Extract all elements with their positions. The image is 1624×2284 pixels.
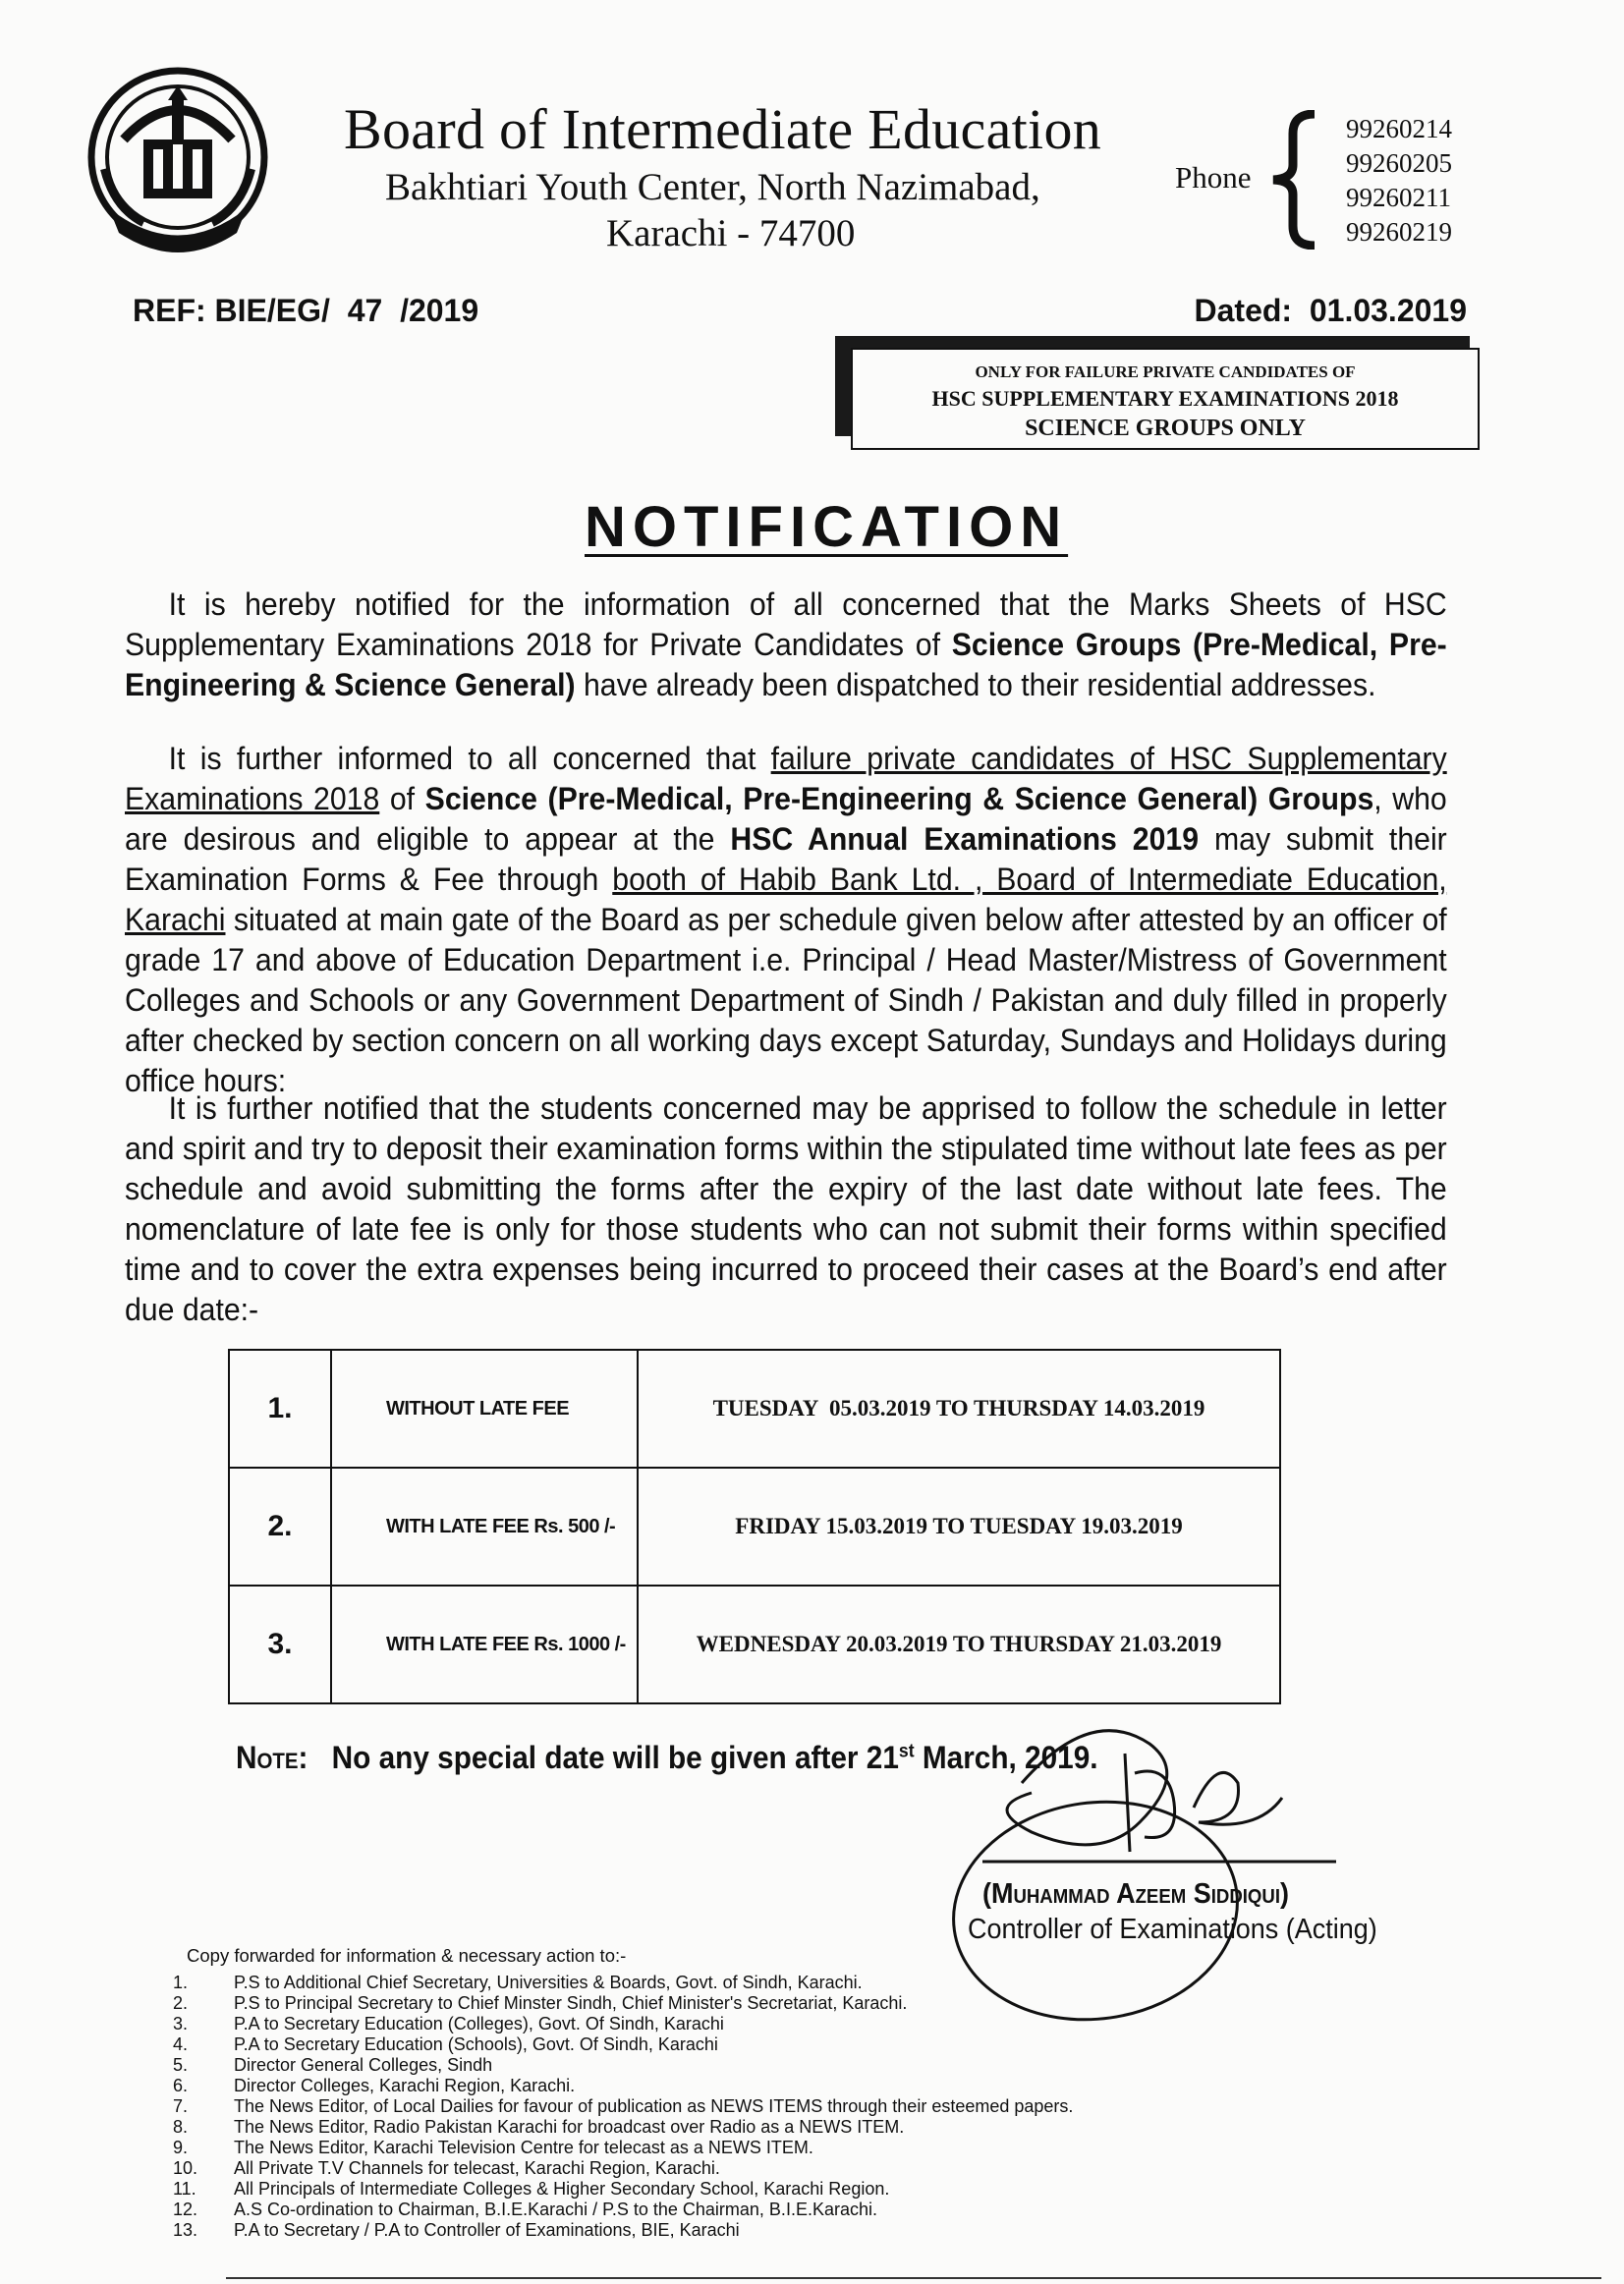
list-item-number: 5. [173, 2055, 189, 2075]
list-item-text: The News Editor, Radio Pakistan Karachi for broadcast over Radio as a NEWS ITEM. [234, 2117, 905, 2137]
note-label: Note: [236, 1740, 308, 1775]
list-item-text: P.A to Secretary Education (Schools), Govt. Of Sindh, Karachi [234, 2034, 718, 2054]
list-item-text: The News Editor, Karachi Television Centre for telecast as a NEWS ITEM. [234, 2138, 813, 2157]
notification-heading: NOTIFICATION [585, 495, 1069, 559]
phone-number: 99260211 [1346, 183, 1451, 212]
date-range: FRIDAY 15.03.2019 TO TUESDAY 19.03.2019 [638, 1468, 1280, 1586]
box-line-2: HSC SUPPLEMENTARY EXAMINATIONS 2018 [931, 386, 1399, 411]
board-name: Board of Intermediate Education [344, 97, 1102, 161]
list-item-number: 12. [173, 2200, 198, 2219]
list-item-number: 7. [173, 2096, 189, 2116]
fee-type: WITH LATE FEE Rs. 1000 /- [331, 1586, 638, 1703]
row-number: 1. [229, 1350, 331, 1468]
curly-brace-icon [1265, 110, 1324, 250]
list-item-number: 2. [173, 1993, 189, 2013]
paragraph-1: It is hereby notified for the information of all concerned that the Marks Sheets of HSC Supplementary Examinations 2018 for Private Candidates of Science Groups (Pre-Medical, Pre-Engineering & Science General) have already been dispatched to their residential addresses. [125, 586, 1447, 702]
fee-type: WITHOUT LATE FEE [331, 1350, 638, 1468]
address-line-2: Karachi - 74700 [606, 212, 856, 254]
list-item-number: 13. [173, 2220, 198, 2240]
signatory-name: (Muhammad Azeem Siddiqui) [982, 1878, 1289, 1910]
list-item [173, 1973, 1254, 1993]
list-item-text: P.S to Additional Chief Secretary, Universities & Boards, Govt. of Sindh, Karachi. [234, 1973, 863, 1992]
list-item-text: P.A to Secretary / P.A to Controller of Examinations, BIE, Karachi [234, 2220, 740, 2240]
phone-number: 99260219 [1346, 217, 1452, 247]
phone-number: 99260205 [1346, 148, 1452, 178]
list-item [173, 2034, 1254, 2055]
phone-label: Phone [1175, 160, 1252, 195]
list-item-text: The News Editor, of Local Dailies for favour of publication as NEWS ITEMS through their esteemed papers. [234, 2096, 1074, 2116]
list-item-number: 6. [173, 2076, 189, 2095]
copy-recipients-list [173, 1973, 1254, 2241]
board-emblem-logo [84, 61, 271, 257]
list-item-number: 8. [173, 2117, 189, 2137]
list-item [173, 2200, 1254, 2220]
address-line-1: Bakhtiari Youth Center, North Nazimabad, [385, 166, 1040, 208]
dated: Dated: 01.03.2019 [1194, 293, 1467, 328]
paragraph-3: It is further notified that the students concerned may be apprised to follow the schedule in letter and spirit and try to deposit their examination forms within the stipulated time without late fees as per schedule and avoid submitting the forms after the expiry of the last date without late fees. The nomenclature of late fee is only for those students who can not submit their forms within specified time and to cover the extra expenses being incurred to proceed their cases at the Board’s end after due date:- [125, 1090, 1447, 1327]
list-item [173, 2014, 1254, 2034]
phone-numbers [1346, 112, 1452, 250]
list-item-number: 3. [173, 2014, 189, 2033]
table-row [229, 1350, 1280, 1468]
list-item-text: P.S to Principal Secretary to Chief Minster Sindh, Chief Minister's Secretariat, Karachi. [234, 1993, 908, 2013]
bottom-rule [226, 2277, 1601, 2279]
list-item [173, 1993, 1254, 2014]
list-item [173, 2096, 1254, 2117]
box-line-3: SCIENCE GROUPS ONLY [1025, 416, 1306, 441]
list-item-text: Director Colleges, Karachi Region, Karachi. [234, 2076, 576, 2095]
fee-schedule-table [228, 1349, 1281, 1704]
list-item-number: 4. [173, 2034, 189, 2054]
list-item-number: 9. [173, 2138, 189, 2157]
reference-number: REF: BIE/EG/ 47 /2019 [133, 293, 479, 328]
list-item-number: 11. [173, 2179, 196, 2199]
list-item [173, 2179, 1254, 2200]
list-item [173, 2158, 1254, 2179]
paragraph-2: It is further informed to all concerned that failure private candidates of HSC Supplementary Examinations 2018 of Science (Pre-Medical, Pre-Engineering & Science General) Groups, who are desirous and eligible to appear at the HSC Annual Examinations 2019 may submit their Examination Forms & Fee through booth of Habib Bank Ltd. , Board of Intermediate Education, Karachi situated at main gate of the Board as per schedule given below after attested by an officer of grade 17 and above of Education Department i.e. Principal / Head Master/Mistress of Government Colleges and Schools or any Government Department of Sindh / Pakistan and duly filled in properly after checked by section concern on all working days except Saturday, Sundays and Holidays during office hours: [125, 741, 1447, 1098]
table-row [229, 1586, 1280, 1703]
list-item-text: A.S Co-ordination to Chairman, B.I.E.Karachi / P.S to the Chairman, B.I.E.Karachi. [234, 2200, 877, 2219]
list-item [173, 2138, 1254, 2158]
row-number: 2. [229, 1468, 331, 1586]
note: Note: No any special date will be given after 21st March, 2019. [236, 1740, 1098, 1775]
fee-type: WITH LATE FEE Rs. 500 /- [331, 1468, 638, 1586]
list-item-number: 10. [173, 2158, 198, 2178]
list-item [173, 2220, 1254, 2241]
phone-number: 99260214 [1346, 114, 1452, 143]
date-range: TUESDAY 05.03.2019 TO THURSDAY 14.03.2019 [638, 1350, 1280, 1468]
list-item-number: 1. [173, 1973, 189, 1992]
table-row [229, 1468, 1280, 1586]
list-item [173, 2055, 1254, 2076]
list-item [173, 2117, 1254, 2138]
list-item-text: Director General Colleges, Sindh [234, 2055, 493, 2075]
box-line-1: ONLY FOR FAILURE PRIVATE CANDIDATES OF [975, 362, 1356, 381]
list-item-text: All Private T.V Channels for telecast, Karachi Region, Karachi. [234, 2158, 720, 2178]
list-item-text: P.A to Secretary Education (Colleges), Govt. Of Sindh, Karachi [234, 2014, 724, 2033]
list-item [173, 2076, 1254, 2096]
signatory-title: Controller of Examinations (Acting) [968, 1914, 1377, 1945]
date-range: WEDNESDAY 20.03.2019 TO THURSDAY 21.03.2019 [638, 1586, 1280, 1703]
list-item-text: All Principals of Intermediate Colleges & Higher Secondary School, Karachi Region. [234, 2179, 890, 2199]
copy-forwarded-heading: Copy forwarded for information & necessary action to:- [187, 1945, 627, 1966]
row-number: 3. [229, 1586, 331, 1703]
candidate-scope-box [851, 348, 1480, 450]
